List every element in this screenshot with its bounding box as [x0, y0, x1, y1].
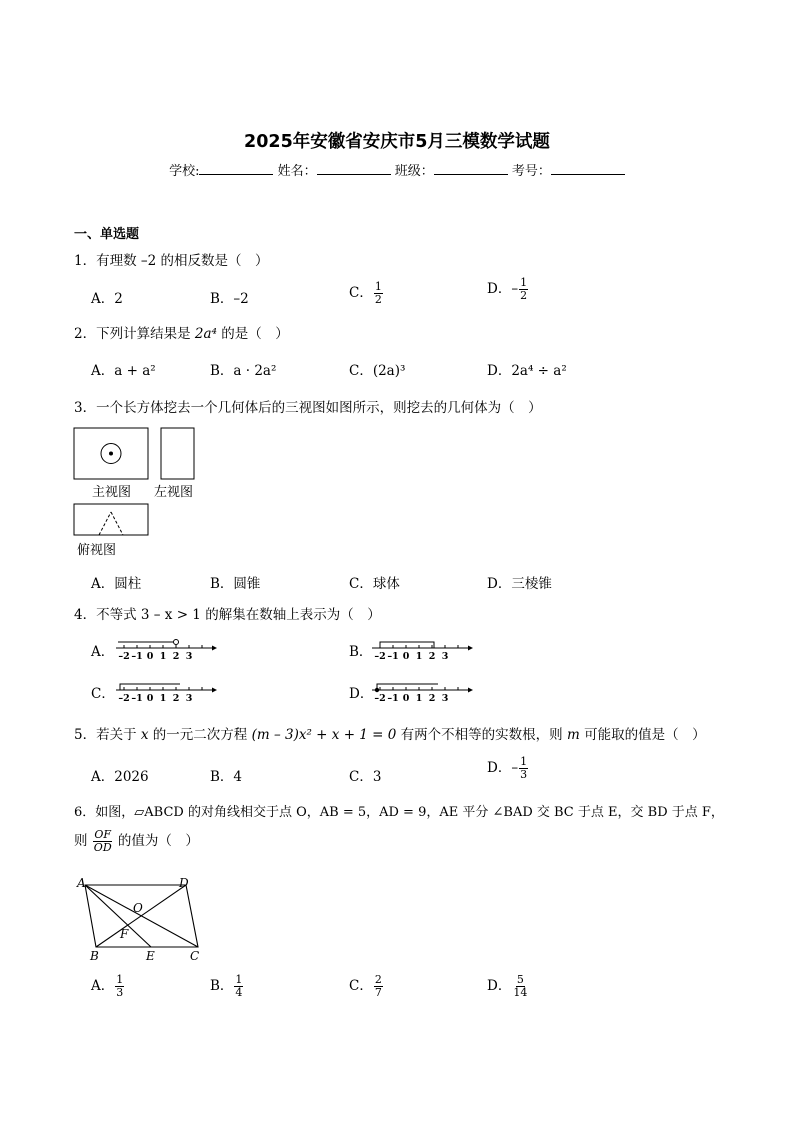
- q5-option-d[interactable]: [487, 756, 529, 781]
- q1-option-d[interactable]: [487, 277, 529, 302]
- point-b-label: B: [90, 949, 99, 963]
- tick-label-3: 3: [185, 693, 193, 704]
- tick-label-2: 2: [172, 651, 180, 662]
- q6-stem-line1: 6．如图，▱ABCD 的对角线相交于点 O，AB = 5，AD = 9，AE 平分 ∠BAD 交 BC 于点 E，交 BD 于点 F，: [74, 805, 724, 820]
- q4-option-c[interactable]: C．: [91, 686, 115, 702]
- q3-option-d[interactable]: D．三棱锥: [487, 576, 552, 592]
- top-view-rect: [74, 504, 148, 535]
- front-view-label: 主视图: [92, 485, 132, 500]
- tick-label-–1: –1: [131, 693, 143, 704]
- tick-label-–1: –1: [387, 693, 399, 704]
- point-a-label: A: [77, 876, 86, 890]
- q4-option-a[interactable]: A．: [91, 644, 115, 660]
- q6-option-a[interactable]: A． $\frac{1}{3}$: [91, 973, 124, 999]
- tick-label-–1: –1: [387, 651, 399, 662]
- q6-option-d[interactable]: D． $\frac{5}{14}$: [487, 973, 528, 999]
- q6-option-b-fraction: $\frac{1}{4}$: [235, 973, 243, 999]
- q5-option-b[interactable]: B．4: [210, 769, 243, 785]
- q6-option-d-fraction: $\frac{5}{14}$: [513, 973, 528, 999]
- tick-label-0: 0: [402, 651, 410, 662]
- axis-arrow: [468, 688, 473, 693]
- q4-number-line-b: [370, 632, 474, 662]
- q4-option-b[interactable]: B．: [349, 644, 373, 660]
- tick-label-2: 2: [428, 693, 436, 704]
- tick-label-3: 3: [185, 651, 193, 662]
- q5-equation: (m – 3)x² + x + 1 = 0: [251, 727, 397, 743]
- tick-label-1: 1: [159, 693, 167, 704]
- q1-option-c[interactable]: [349, 281, 384, 306]
- tick-label-1: 1: [415, 651, 423, 662]
- q2-option-b[interactable]: B．a · 2a²: [210, 363, 277, 379]
- number-label: 考号：: [511, 164, 551, 179]
- tick-label-0: 0: [146, 651, 154, 662]
- tick-label-0: 0: [146, 693, 154, 704]
- q1-option-c-fraction: $\frac{1}{2}$: [374, 280, 382, 306]
- q1-option-c-label: C．: [349, 285, 373, 301]
- q1-option-d-fraction: $\frac{1}{2}$: [520, 276, 528, 302]
- left-view-rect: [161, 428, 194, 479]
- q5-stem: 5．若关于 x 的一元二次方程 (m – 3)x² + x + 1 = 0 有两个不相等的实数根，则 m 可能取的值是（ ）: [74, 727, 706, 743]
- point-e-label: E: [146, 949, 155, 963]
- axis-arrow: [212, 646, 217, 651]
- number-blank[interactable]: [551, 161, 625, 175]
- q2-option-d[interactable]: D．2a⁴ ÷ a²: [487, 363, 567, 379]
- q6-parallelogram-figure: [72, 872, 208, 964]
- top-view-label: 俯视图: [77, 543, 117, 558]
- axis-arrow: [212, 688, 217, 693]
- tick-label-0: 0: [402, 693, 410, 704]
- q5-option-d-label: D．–: [487, 760, 519, 776]
- solution-ray: [380, 642, 434, 648]
- tick-label-2: 2: [428, 651, 436, 662]
- q6-option-c[interactable]: C． $\frac{2}{7}$: [349, 973, 382, 999]
- solution-ray: [377, 684, 438, 690]
- class-label: 班级：: [394, 164, 434, 179]
- axis-arrow: [468, 646, 473, 651]
- q3-option-a[interactable]: A．圆柱: [91, 576, 142, 592]
- school-label: 学校:: [169, 164, 200, 179]
- q1-stem: 1．有理数 –2 的相反数是（ ）: [74, 253, 269, 269]
- tick-label-–2: –2: [374, 693, 386, 704]
- q1-option-a[interactable]: A．2: [91, 291, 123, 307]
- q6-option-a-fraction: $\frac{1}{3}$: [116, 973, 124, 999]
- tick-label-1: 1: [159, 651, 167, 662]
- q5-option-c[interactable]: C．3: [349, 769, 382, 785]
- q6-ratio-fraction: $\frac{OF}{OD}$: [93, 828, 112, 854]
- point-c-label: C: [190, 949, 200, 963]
- q6-option-b[interactable]: B． $\frac{1}{4}$: [210, 973, 243, 999]
- q4-option-d[interactable]: D．: [349, 686, 374, 702]
- student-info-line: [0, 160, 794, 179]
- class-blank[interactable]: [434, 161, 508, 175]
- point-f-label: F: [120, 927, 129, 941]
- q4-number-line-a: [114, 632, 218, 662]
- q4-number-line-d: [370, 674, 474, 704]
- name-blank[interactable]: [317, 161, 391, 175]
- q6-option-c-fraction: $\frac{2}{7}$: [374, 973, 382, 999]
- q3-option-b[interactable]: B．圆锥: [210, 576, 261, 592]
- q3-stem: 3．一个长方体挖去一个几何体后的三视图如图所示，则挖去的几何体为（ ）: [74, 400, 542, 416]
- name-label: 姓名：: [277, 164, 317, 179]
- tick-label-2: 2: [172, 693, 180, 704]
- top-view-dashed-left: [99, 512, 111, 535]
- q4-stem: 4．不等式 3 – x > 1 的解集在数轴上表示为（ ）: [74, 607, 381, 623]
- q2-option-a[interactable]: A．a + a²: [91, 363, 156, 379]
- tick-label-–2: –2: [118, 651, 130, 662]
- top-view-dashed-right: [111, 512, 123, 535]
- school-blank[interactable]: [199, 161, 273, 175]
- front-view-center-dot: [109, 452, 113, 456]
- q2-target-expression: 2a⁴: [194, 326, 217, 342]
- tick-label-3: 3: [441, 651, 449, 662]
- tick-label-–1: –1: [131, 651, 143, 662]
- q1-option-d-label: D．–: [487, 281, 519, 297]
- tick-label-1: 1: [415, 693, 423, 704]
- tick-label-–2: –2: [374, 651, 386, 662]
- page-title: 2025年安徽省安庆市5月三模数学试题: [244, 132, 550, 152]
- q6-stem-line2: 则 $\frac{OF}{OD}$ 的值为（ ）: [74, 828, 199, 854]
- tick-label-–2: –2: [118, 693, 130, 704]
- open-endpoint: [174, 640, 179, 645]
- q3-option-c[interactable]: C．球体: [349, 576, 400, 592]
- point-o-label: O: [133, 901, 143, 915]
- tick-label-3: 3: [441, 693, 449, 704]
- q5-option-d-fraction: $\frac{1}{3}$: [520, 755, 528, 781]
- q1-option-b[interactable]: B．–2: [210, 291, 249, 307]
- point-d-label: D: [179, 876, 189, 890]
- left-view-label: 左视图: [154, 485, 194, 500]
- q2-stem: 2．下列计算结果是 2a⁴ 的是（ ）: [74, 326, 289, 342]
- section-heading: 一、单选题: [74, 227, 140, 242]
- q2-option-c[interactable]: C．(2a)³: [349, 363, 406, 379]
- q5-option-a[interactable]: A．2026: [91, 769, 149, 785]
- q4-number-line-c: [114, 674, 218, 704]
